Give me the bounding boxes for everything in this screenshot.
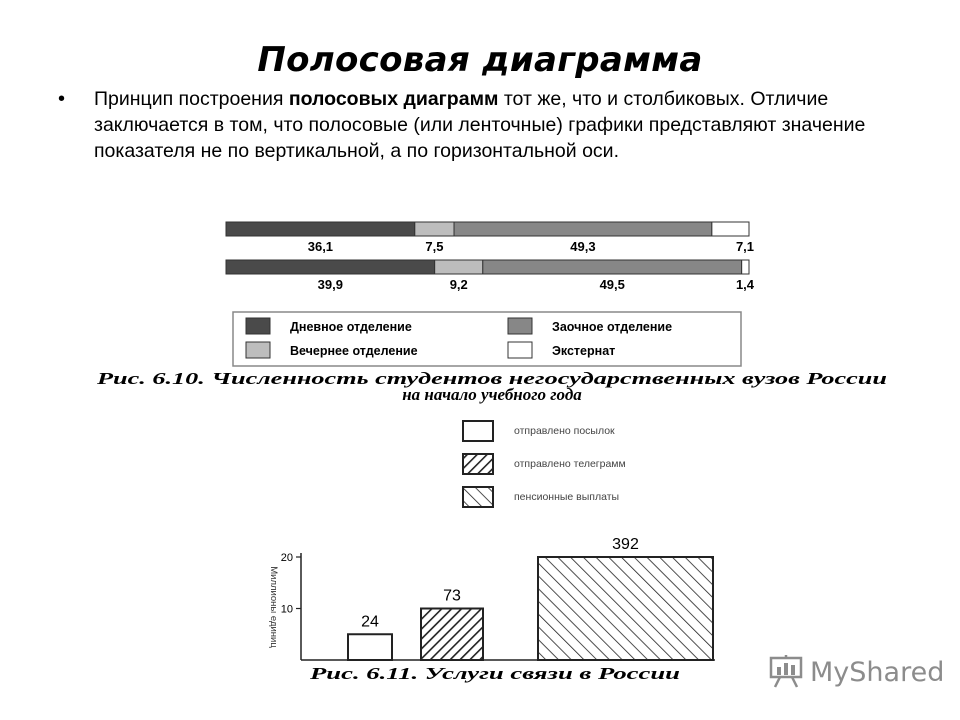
y-tick-label-1: 20 xyxy=(280,552,293,564)
slide-title: Полосовая диаграмма xyxy=(257,40,703,80)
bar-segment-r1-3 xyxy=(454,222,712,236)
watermark xyxy=(768,652,944,692)
bar-segment-r2-1 xyxy=(226,260,435,274)
column-bar-2 xyxy=(421,609,483,661)
legend-swatch-4 xyxy=(508,342,532,358)
legend2-label-3: пенсионные выплаты xyxy=(514,491,620,503)
legend2-swatch-1 xyxy=(463,421,493,441)
legend-swatch-1 xyxy=(246,318,270,334)
y-tick-label-2: 10 xyxy=(280,603,293,616)
figure-caption-6-10-line2: на начало учебного года xyxy=(402,385,582,404)
segment-label-r1-4: 7,1 xyxy=(735,239,755,254)
figure-caption-6-10: Рис. 6.10. Численность студентов негосударственных вузов России xyxy=(95,369,887,388)
segment-label-r1-2: 7,5 xyxy=(425,239,444,254)
presentation-board-icon xyxy=(768,655,804,689)
legend-label-4: Экстернат xyxy=(552,344,616,358)
column-value-label-3: 392 xyxy=(612,536,639,553)
segment-label-r1-1: 36,1 xyxy=(307,239,334,254)
legend-swatch-3 xyxy=(246,342,270,358)
column-value-label-1: 24 xyxy=(361,613,379,631)
stacked-bar-chart xyxy=(95,222,887,404)
segment-label-r1-3: 49,3 xyxy=(570,239,596,254)
bullet-text-part1: Принцип построения xyxy=(94,88,289,110)
legend2-label-2: отправлено телеграмм xyxy=(514,458,626,470)
segment-label-r2-1: 39,9 xyxy=(317,277,343,292)
bar-segment-r2-4 xyxy=(742,260,749,274)
legend2-swatch-2 xyxy=(463,454,493,474)
column-value-label-2: 73 xyxy=(443,587,461,605)
legend2-label-1: отправлено посылок xyxy=(514,425,615,437)
watermark-text: MyShared xyxy=(810,656,945,688)
segment-label-r2-2: 9,2 xyxy=(449,277,468,292)
legend2-swatch-3 xyxy=(463,487,493,507)
column-chart xyxy=(268,421,715,683)
legend-swatch-2 xyxy=(508,318,532,334)
bar-segment-r2-2 xyxy=(435,260,483,274)
legend-label-2: Заочное отделение xyxy=(552,320,673,334)
bullet-text-bold: полосовых диаграмм xyxy=(288,88,499,110)
legend-label-1: Дневное отделение xyxy=(290,320,412,334)
bullet-dot-icon: • xyxy=(58,88,66,110)
bar-segment-r2-3 xyxy=(483,260,742,274)
bullet-text-part2: тот же, что и столбиковых. Отличие заключается в том, что полосовые (или ленточные) графики представляют значение показателя не по вертикальной, а по горизонтальной оси. xyxy=(94,88,866,162)
bar-segment-r1-4 xyxy=(712,222,749,236)
legend-label-3: Вечернее отделение xyxy=(290,344,418,358)
column-bar-3 xyxy=(538,557,713,660)
y-axis-label: Миллионы единиц xyxy=(268,566,279,648)
bar-segment-r1-1 xyxy=(226,222,415,236)
segment-label-r2-3: 49,5 xyxy=(599,277,625,292)
column-bar-1 xyxy=(348,634,392,660)
figure-caption-6-11: Рис. 6.11. Услуги связи в России xyxy=(308,664,680,683)
segment-label-r2-4: 1,4 xyxy=(735,277,755,292)
bar-segment-r1-2 xyxy=(415,222,454,236)
